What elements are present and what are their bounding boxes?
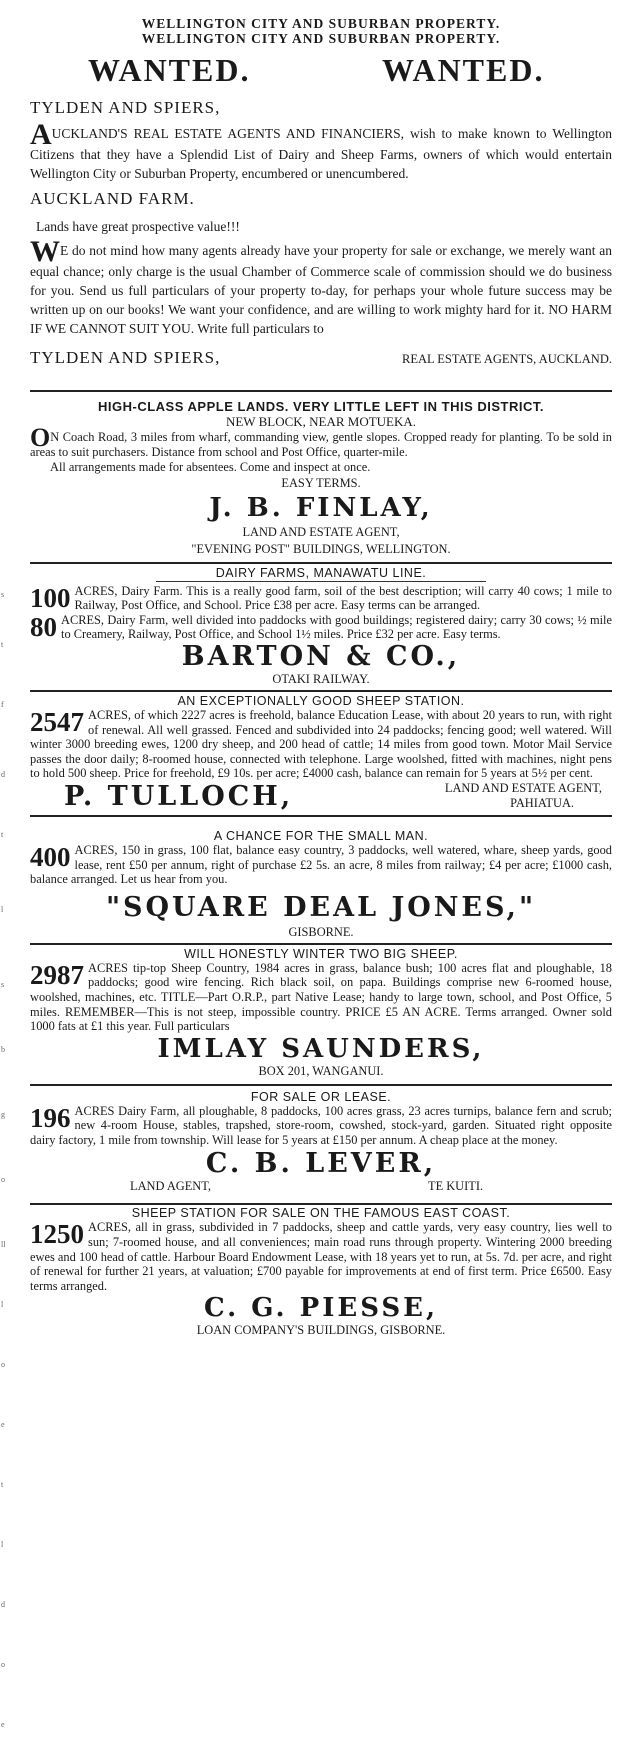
- imlay-acres: 2987: [30, 960, 84, 990]
- header-line-1: WELLINGTON CITY AND SUBURBAN PROPERTY.: [141, 16, 501, 31]
- divider: [30, 562, 612, 564]
- dropcap-a: A: [30, 118, 52, 151]
- piesse-listing: [30, 1220, 612, 1293]
- imlay-title: WILL HONESTLY WINTER TWO BIG SHEEP.: [184, 946, 458, 961]
- para-intro: [30, 118, 612, 183]
- lever-agent: C. B. LEVER,: [205, 1148, 437, 1180]
- piesse-acres: 1250: [30, 1220, 84, 1250]
- margin-mark: s: [1, 590, 5, 599]
- margin-mark: g: [1, 1110, 5, 1119]
- tulloch-place: PAHIATUA.: [510, 795, 574, 810]
- newspaper-column: [30, 0, 612, 1337]
- piesse-listing-text: ACRES, all in grass, subdivided in 7 paddocks, sheep and cattle yards, very easy country, lies well to sun; 7-roomed house, and all conveniences; main road runs through property. Wintering 2000 breeding ewes and 100 head of cattle. Harbour Board Endowment Lease, with 18 years yet to run, at 5s. 7d. per acre, and right of renewal for further 21 years, at valuation; £700 payable for improvements at end of first term. Price £6500. Easy terms arranged.: [30, 1220, 612, 1293]
- margin-mark: t: [1, 830, 4, 839]
- margin-mark: e: [1, 1720, 5, 1729]
- ad-jones: [30, 829, 612, 939]
- lever-acres: 196: [30, 1103, 71, 1133]
- tulloch-acres: 2547: [30, 707, 84, 737]
- finlay-title: HIGH-CLASS APPLE LANDS. VERY LITTLE LEFT IN THIS DISTRICT.: [98, 399, 544, 415]
- header-line-2: WELLINGTON CITY AND SUBURBAN PROPERTY.: [141, 31, 501, 46]
- margin-mark: l: [1, 905, 4, 914]
- wanted-row: [30, 52, 612, 96]
- barton-place: OTAKI RAILWAY.: [272, 671, 370, 686]
- barton-acres-1: 100: [30, 583, 71, 613]
- tulloch-signature: [30, 781, 612, 813]
- tulloch-listing-text: ACRES, of which 2227 acres is freehold, balance Education Lease, with about 20 years to run, with right of renewal. All well grassed. Fenced and subdivided into 24 paddocks; fencing good; well watered. Will winter 3000 breeding ewes, 1200 dry sheep, and 200 head of cattle; 14 miles from good town. Motor Mail Service passes the door daily; 8-roomed house, connected with telephone. Large woolshed, fitted with machines, night pens to hold 500 sheep. Price for freehold, £9 10s. per acre; £4000 cash, balance can remain for 5 years at 5½ per cent.: [30, 707, 612, 781]
- dropcap-o: O: [30, 423, 51, 453]
- wanted-right: WANTED.: [382, 52, 545, 88]
- margin-mark: t: [1, 640, 4, 649]
- finlay-body: [30, 423, 612, 460]
- lever-footer: [30, 1179, 612, 1195]
- left-margin-fragments: [0, 0, 8, 1759]
- jones-title: A CHANCE FOR THE SMALL MAN.: [213, 828, 429, 843]
- lever-listing: [30, 1104, 612, 1148]
- ad-barton: [30, 566, 612, 686]
- tulloch-listing: [30, 708, 612, 781]
- margin-mark: s: [1, 980, 5, 989]
- piesse-title: SHEEP STATION FOR SALE ON THE FAMOUS EAST COAST.: [131, 1206, 511, 1221]
- margin-mark: l: [1, 1300, 4, 1309]
- signature-row: [30, 346, 612, 372]
- para-agents-text: E do not mind how many agents already have your property for sale or exchange, we merely want an equal chance; only charge is the usual Chamber of Commerce scale of commission should we do business for you. Send us full particulars of your property to-day, for perhaps your whole future success may be written up on our books! We want your confidence, and are willing to work mighty hard for it. NO HARM IF WE CANNOT SUIT YOU. Write full particulars to: [30, 242, 612, 337]
- dropcap-w: W: [30, 234, 60, 268]
- margin-mark: d: [1, 1600, 5, 1609]
- finlay-agent: J. B. FINLAY,: [209, 492, 433, 523]
- barton-listing-1: [30, 584, 612, 613]
- para-intro-text: UCKLAND'S REAL ESTATE AGENTS AND FINANCIERS, wish to make known to Wellington Citizens that they have a Splendid List of Dairy and Sheep Farms, owners of which would entertain Wellington City or Suburban Property, encumbered or unencumbered.: [30, 126, 612, 182]
- imlay-agent: IMLAY SAUNDERS,: [157, 1033, 485, 1064]
- margin-mark: b: [1, 1045, 5, 1054]
- imlay-place: BOX 201, WANGANUI.: [258, 1063, 384, 1078]
- ad-imlay: [30, 947, 612, 1078]
- finlay-body-text: N Coach Road, 3 miles from wharf, commanding view, gentle slopes. Cropped ready for planting. To be sold in areas to suit purchasers. Distance from school and Post Office, quarter-mile.: [30, 430, 612, 460]
- tulloch-title: AN EXCEPTIONALLY GOOD SHEEP STATION.: [177, 693, 465, 708]
- barton-title: DAIRY FARMS, MANAWATU LINE.: [215, 565, 427, 580]
- jones-place: GISBORNE.: [288, 924, 354, 939]
- barton-agent: BARTON & CO.,: [181, 640, 461, 672]
- finlay-terms: EASY TERMS.: [281, 475, 361, 490]
- divider: [30, 815, 612, 817]
- jones-agent: "SQUARE DEAL JONES,": [105, 891, 537, 923]
- ad-finlay: [30, 399, 612, 557]
- lands-line: Lands have great prospective value!!!: [36, 219, 240, 235]
- margin-mark: t: [1, 1480, 4, 1489]
- lever-role: LAND AGENT,: [130, 1179, 211, 1194]
- barton-listing-2-text: ACRES, Dairy Farm, well divided into paddocks with good buildings; registered dairy; carry 30 cows; ½ mile to Creamery, Railway, Post Office, and School 1½ miles. Price £32 per acre. Easy terms.: [61, 612, 612, 642]
- ad-tylden-spiers: [30, 16, 612, 372]
- divider: [30, 390, 612, 392]
- jones-acres: 400: [30, 842, 71, 872]
- lever-title: FOR SALE OR LEASE.: [250, 1089, 392, 1104]
- imlay-listing-text: ACRES tip-top Sheep Country, 1984 acres in grass, balance bush; 100 acres flat and ploughable, 18 paddocks; good wire fencing. Rich black soil, on papa. Buildings comprise new 6-roomed house, woolshed, machines, etc. TITLE—Part O.R.P., part Native Lease; handy to large town, school, and Post Office, 5 miles. REMEMBER—This is not steep, impossible country. PRICE £5 AN ACRE. Terms arranged. Owner sold 1000 fats at £1 this year. Full particulars: [30, 960, 612, 1034]
- margin-mark: e: [1, 1420, 5, 1429]
- wanted-left: WANTED.: [88, 52, 251, 88]
- divider: [30, 690, 612, 692]
- para-agents: [30, 234, 612, 339]
- margin-mark: o: [1, 1175, 5, 1184]
- margin-mark: d: [1, 770, 5, 779]
- jones-listing-text: ACRES, 150 in grass, 100 flat, balance easy country, 3 paddocks, well watered, whare, sheep yards, good lease, rent £50 per annum, right of purchase £2 5s. an acre, 8 miles from railway; £4 per acre; £1000 cash, balance arranged. Let us hear from you.: [30, 842, 612, 887]
- jones-listing: [30, 843, 612, 887]
- margin-mark: l: [1, 1540, 4, 1549]
- barton-acres-2: 80: [30, 612, 57, 642]
- divider: [30, 1203, 612, 1205]
- finlay-address: "EVENING POST" BUILDINGS, WELLINGTON.: [191, 541, 451, 556]
- tulloch-agent: P. TULLOCH,: [64, 780, 294, 812]
- piesse-agent: C. G. PIESSE,: [203, 1293, 439, 1324]
- lever-listing-text: ACRES Dairy Farm, all ploughable, 8 paddocks, 100 acres grass, 23 acres turnips, balance fern and scrub; new 4-room House, stables, trapshed, store-room, cowshed, stock-yard, garden. Situated right opposite dairy factory, 1 mile from township. Will lease for 5 years at £150 per annum. A cheap place at the money.: [30, 1103, 612, 1147]
- piesse-place: LOAN COMPANY'S BUILDINGS, GISBORNE.: [196, 1323, 446, 1338]
- finlay-role: LAND AND ESTATE AGENT,: [242, 524, 400, 539]
- margin-mark: o: [1, 1360, 5, 1369]
- ad-piesse: [30, 1206, 612, 1337]
- firm-name: TYLDEN AND SPIERS,: [30, 98, 221, 117]
- margin-mark: o: [1, 1660, 5, 1669]
- barton-listing-1-text: ACRES, Dairy Farm. This is a really good farm, soil of the best description; will carry 40 cows; 1 mile to Railway, Post Office, and School. Price £38 per acre. Easy terms can be arranged.: [74, 583, 612, 613]
- subhead-auckland-farm: AUCKLAND FARM.: [30, 189, 195, 209]
- barton-listing-2: [30, 613, 612, 642]
- ad-tulloch: [30, 694, 612, 813]
- margin-mark: ll: [1, 1240, 6, 1249]
- finlay-subtitle: NEW BLOCK, NEAR MOTUEKA.: [225, 414, 417, 430]
- finlay-line2: All arrangements made for absentees. Come and inspect at once.: [50, 460, 371, 475]
- signature-firm: TYLDEN AND SPIERS,: [30, 348, 221, 368]
- lever-place: TE KUITI.: [428, 1179, 484, 1194]
- divider: [30, 943, 612, 945]
- signature-role: REAL ESTATE AGENTS, AUCKLAND.: [402, 352, 612, 367]
- margin-mark: f: [1, 700, 4, 709]
- tulloch-role: LAND AND ESTATE AGENT,: [444, 780, 602, 795]
- imlay-listing: [30, 961, 612, 1034]
- divider: [30, 1084, 612, 1086]
- ad-lever: [30, 1090, 612, 1196]
